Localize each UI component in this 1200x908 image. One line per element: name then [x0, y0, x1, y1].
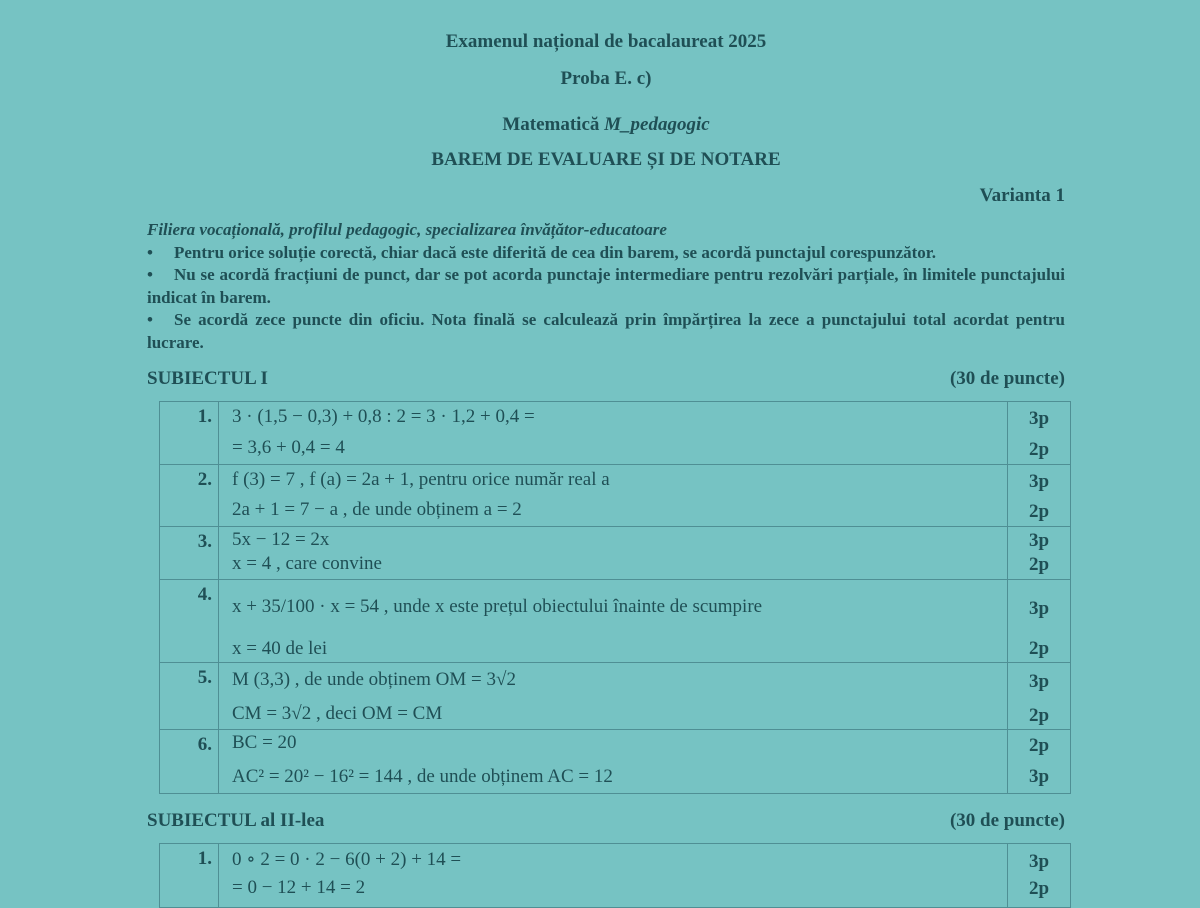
item-solution — [219, 527, 1008, 580]
exam-probe: Proba E. c) — [560, 68, 652, 89]
item-number: 3. — [160, 527, 219, 580]
points-value: 2p — [1028, 878, 1050, 899]
solution-line: 2a + 1 = 7 − a , de unde obținem a = 2 — [232, 499, 522, 520]
solution-line: CM = 3√2 , deci OM = CM — [232, 703, 443, 724]
solutions-table-1 — [159, 401, 1071, 794]
section-points: (30 de puncte) — [949, 368, 1065, 389]
solution-line: x = 4 , care convine — [232, 553, 382, 574]
item-number: 4. — [160, 580, 219, 663]
points-value: 3p — [1028, 408, 1050, 429]
item-solution — [219, 663, 1008, 730]
item-points — [1008, 465, 1071, 527]
item-solution — [219, 580, 1008, 663]
section-title: SUBIECTUL al II-lea — [147, 810, 325, 831]
points-value: 3p — [1028, 530, 1050, 551]
solution-line: 0 ∘ 2 = 0 · 2 − 6(0 + 2) + 14 = — [232, 849, 462, 870]
section-points: (30 de puncte) — [949, 810, 1065, 831]
table-row — [160, 663, 1071, 730]
instructions — [147, 219, 1065, 354]
solution-line: x = 40 de lei — [232, 638, 328, 659]
points-value: 3p — [1028, 598, 1050, 619]
solution-line: BC = 20 — [232, 732, 297, 753]
solution-line: f (3) = 7 , f (a) = 2a + 1, pentru orice număr real a — [232, 469, 610, 490]
barem-title: BAREM DE EVALUARE ȘI DE NOTARE — [431, 149, 781, 170]
table-row — [160, 527, 1071, 580]
item-points — [1008, 402, 1071, 465]
variant-label: Varianta 1 — [979, 185, 1065, 206]
item-points — [1008, 527, 1071, 580]
item-number: 1. — [160, 844, 219, 908]
item-number: 2. — [160, 465, 219, 527]
exam-subject: Matematică M_pedagogic — [502, 114, 710, 135]
item-solution — [219, 844, 1008, 908]
item-solution — [219, 465, 1008, 527]
item-number: 1. — [160, 402, 219, 465]
item-points — [1008, 730, 1071, 794]
points-value: 3p — [1028, 671, 1050, 692]
table-row — [160, 465, 1071, 527]
solution-line: M (3,3) , de unde obținem OM = 3√2 — [232, 669, 516, 690]
item-solution — [219, 402, 1008, 465]
solution-line: 5x − 12 = 2x — [232, 529, 330, 550]
points-value: 2p — [1028, 638, 1050, 659]
section-header-1 — [147, 368, 1065, 390]
solution-line: x + 35/100 · x = 54 , unde x este prețul obiectului înainte de scumpire — [232, 596, 763, 617]
instruction-bullet: • Nu se acordă fracțiuni de punct, dar se pot acorda punctaje intermediare pentru rezolvări parțiale, în limitele punctajului indicat în barem. — [147, 264, 1065, 309]
item-points — [1008, 580, 1071, 663]
points-value: 2p — [1028, 705, 1050, 726]
item-points — [1008, 844, 1071, 908]
exam-title: Examenul național de bacalaureat 2025 — [445, 31, 767, 52]
points-value: 2p — [1028, 735, 1050, 756]
item-solution — [219, 730, 1008, 794]
table-row — [160, 402, 1071, 465]
points-value: 2p — [1028, 554, 1050, 575]
solution-line: = 0 − 12 + 14 = 2 — [232, 877, 366, 898]
filiera-text: Filiera vocațională, profilul pedagogic, specializarea învățător-educatoare — [147, 220, 667, 239]
solution-line: AC² = 20² − 16² = 144 , de unde obținem AC = 12 — [232, 766, 613, 787]
instruction-bullet: • Se acordă zece puncte din oficiu. Nota finală se calculează prin împărțirea la zece a punctajului total acordat pentru lucrare. — [147, 309, 1065, 354]
item-number: 5. — [160, 663, 219, 730]
section-title: SUBIECTUL I — [147, 368, 268, 389]
points-value: 2p — [1028, 501, 1050, 522]
instruction-bullet: • Pentru orice soluție corectă, chiar dacă este diferită de cea din barem, se acordă punctajul corespunzător. — [147, 242, 1065, 265]
solution-line: 3 · (1,5 − 0,3) + 0,8 : 2 = 3 · 1,2 + 0,4 = — [232, 406, 535, 427]
points-value: 3p — [1028, 851, 1050, 872]
table-row — [160, 580, 1071, 663]
solution-line: = 3,6 + 0,4 = 4 — [232, 437, 345, 458]
points-value: 2p — [1028, 439, 1050, 460]
section-header-2 — [147, 810, 1065, 832]
points-value: 3p — [1028, 766, 1050, 787]
solutions-table-2 — [159, 843, 1071, 908]
item-number: 6. — [160, 730, 219, 794]
table-row — [160, 844, 1071, 908]
points-value: 3p — [1028, 471, 1050, 492]
item-points — [1008, 663, 1071, 730]
table-row — [160, 730, 1071, 794]
